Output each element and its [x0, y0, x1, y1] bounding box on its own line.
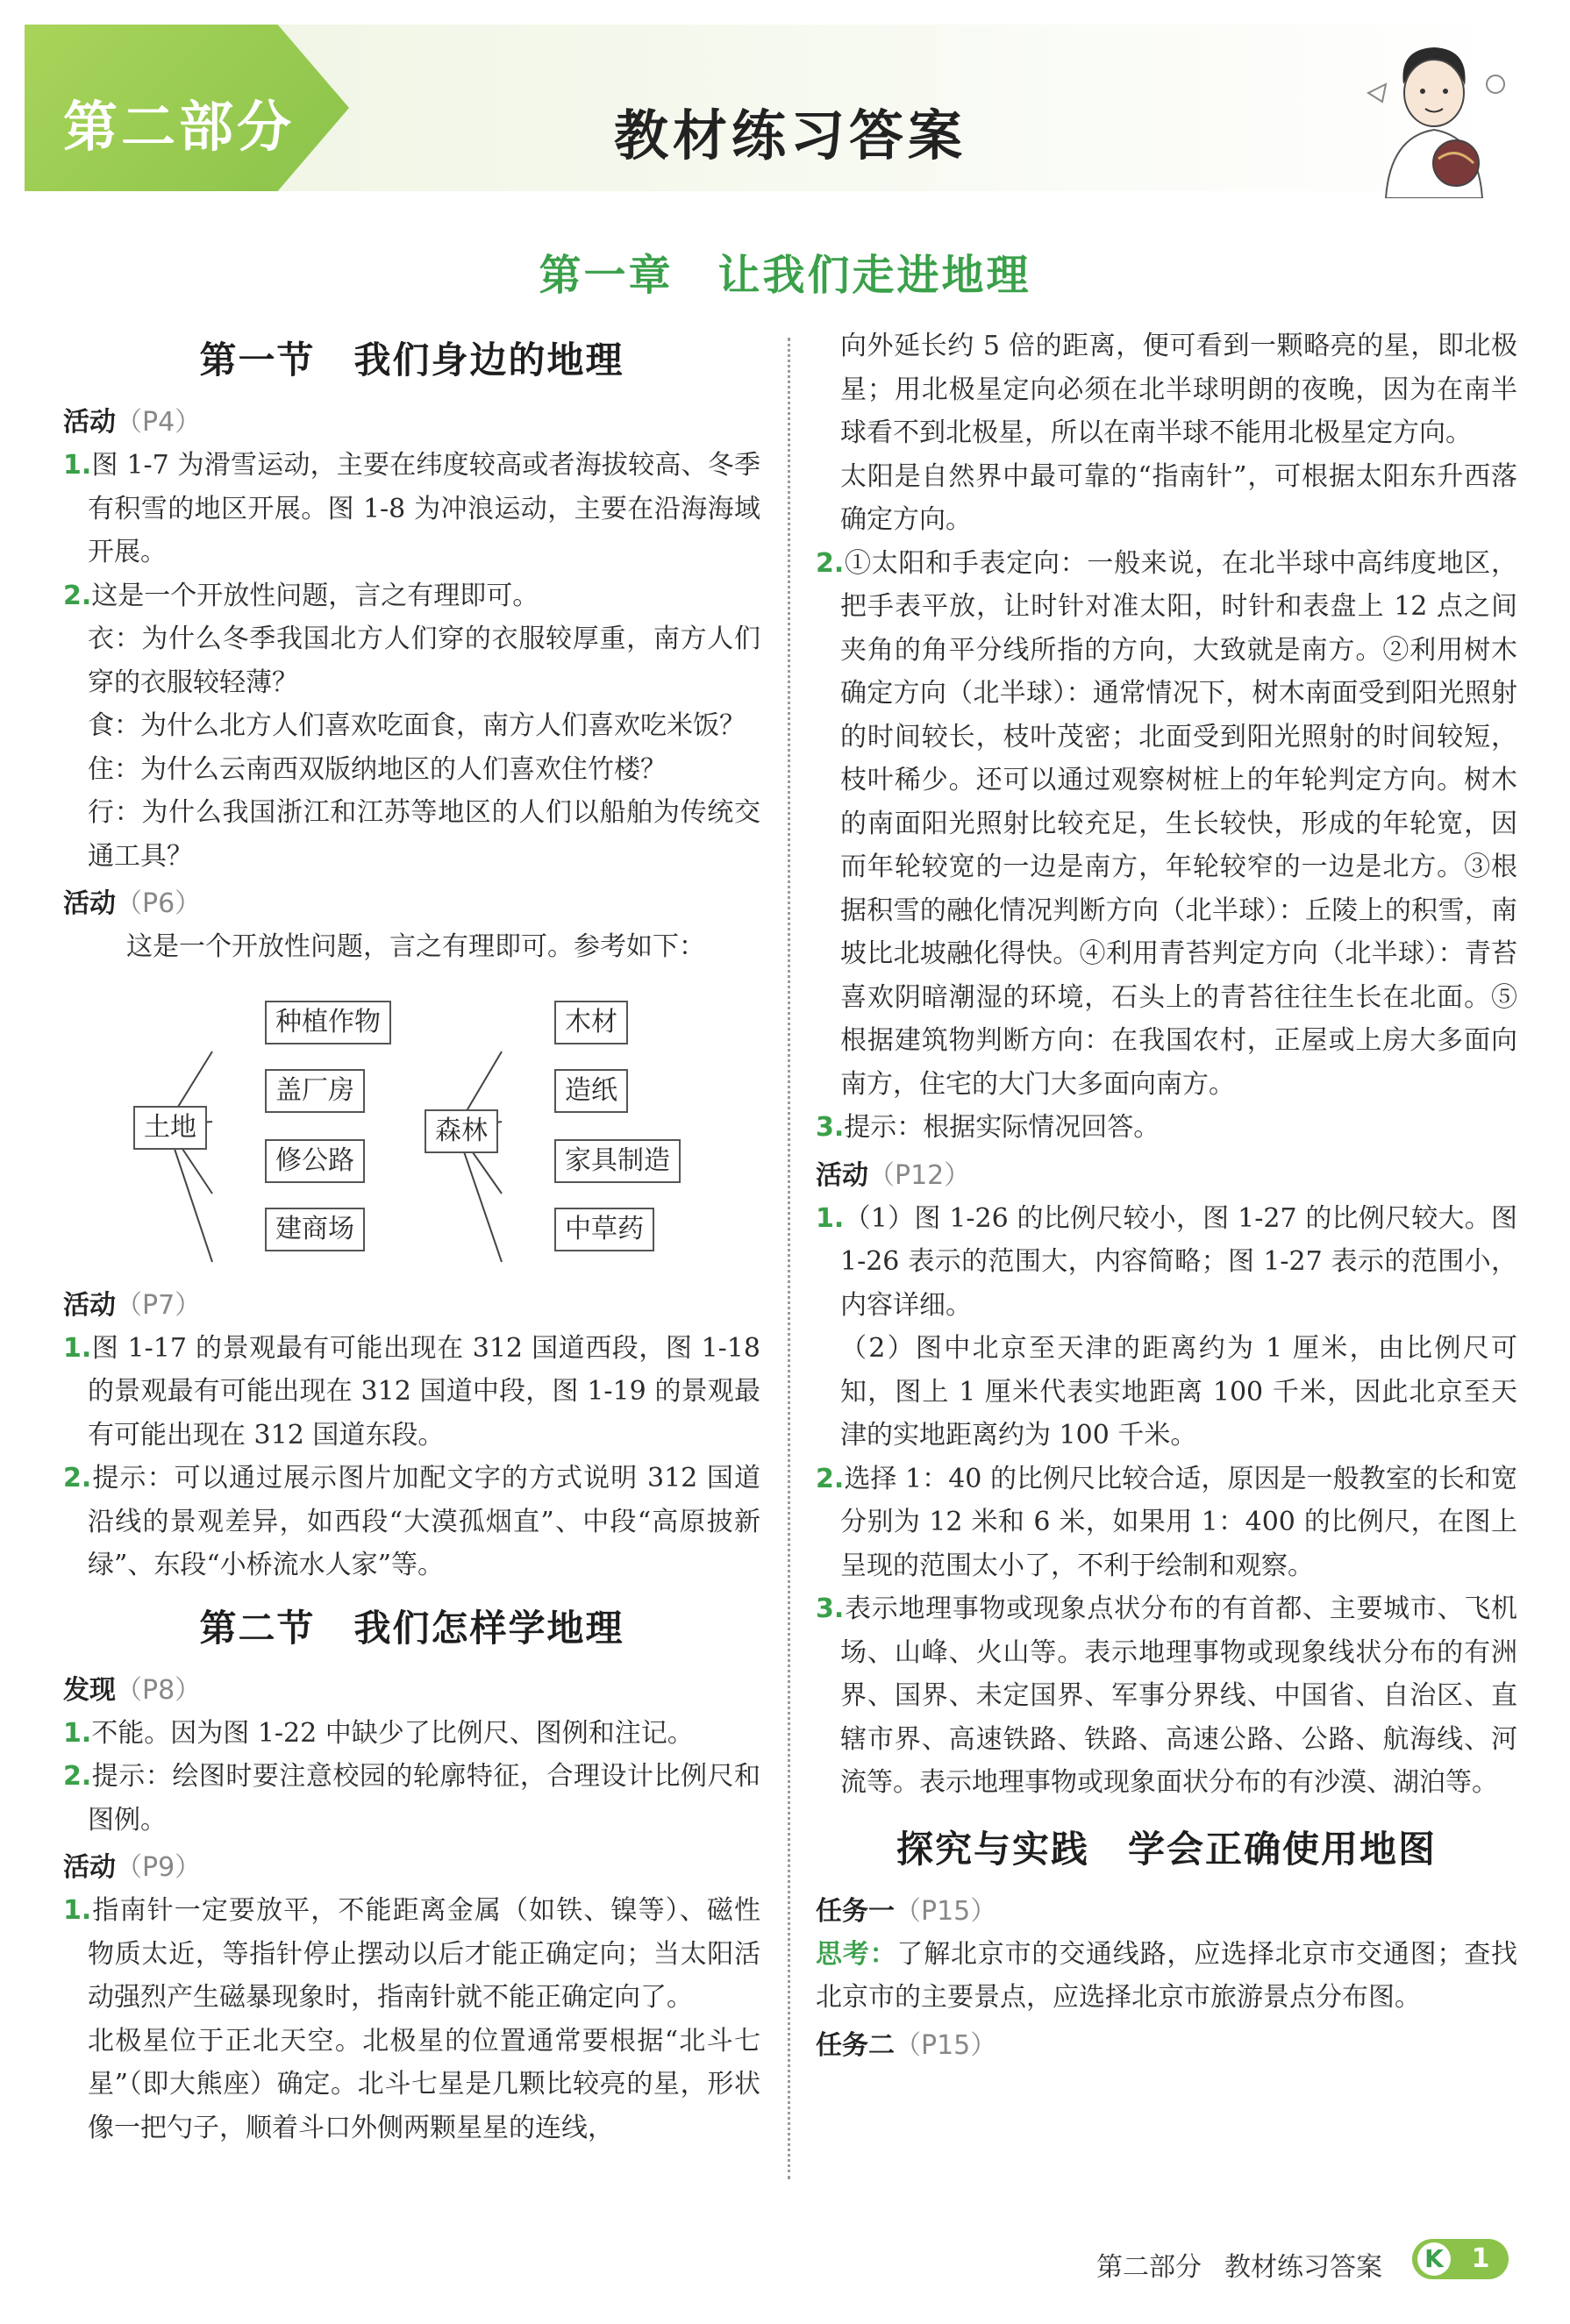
section-title-3: 探究与实践 学会正确使用地图	[896, 1827, 1437, 1871]
list-item: 2.这是一个开放性问题，言之有理即可。	[63, 580, 539, 611]
page-number: 1	[1471, 2243, 1490, 2274]
answer-paragraph: 向外延长约 5 倍的距离，便可看到一颗略亮的星，即北极星；用北极星定向必须在北半球明朗的夜晚，因为在南半球看不到北极星，所以在南半球不能用北极星定方向。	[840, 331, 1517, 448]
section-title-2: 第二节 我们怎样学地理	[199, 1606, 624, 1650]
right-column	[816, 324, 1517, 2067]
list-item: 2.①太阳和手表定向：一般来说，在北半球中高纬度地区，把手表平放，让时针对准太阳，时针和表盘上 12 点之间夹角的角平分线所指的方向，大致就是南方。②利用树木确定方向（北半球）：通常情况下，树木南面受到阳光照射的时间较长，枝叶茂密；北面受到阳光照射的时间较短，枝叶稀少。还可以通过观察树桩上的年轮判定方向。树木的南面阳光照射比较充足，生长较快，形成的年轮宽，因而年轮较宽的一边是南方，年轮较窄的一边是北方。③根据积雪的融化情况判断方向（北半球）：丘陵上的积雪，南坡比北坡融化得快。④利用青苔判定方向（北半球）：青苔喜欢阴暗潮湿的环境，石头上的青苔往往生长在北面。⑤根据建筑物判断方向：在我国农村，正屋或上房大多面向南方，住宅的大门大多面向南方。	[816, 547, 1517, 1100]
page-title: 教材练习答案	[614, 103, 967, 168]
student-mascot-icon	[1351, 32, 1517, 198]
activity-heading-p12: 活动（P12）	[816, 1159, 971, 1191]
answer-line: 住：为什么云南西双版纳地区的人们喜欢住竹楼？	[88, 753, 667, 785]
diagram-intro: 这是一个开放性问题，言之有理即可。参考如下：	[126, 931, 705, 962]
activity-heading-p7: 活动（P7）	[63, 1289, 202, 1321]
forest-box: 森林	[425, 1109, 498, 1153]
land-item-box: 种植作物	[265, 1001, 391, 1044]
answer-paragraph: 北极星位于正北天空。北极星的位置通常要根据“北斗七星”（即大熊座）确定。北斗七星是几颗比较亮的星，形状像一把勺子，顺着斗口外侧两颗星星的连线，	[88, 2025, 760, 2143]
land-box: 土地	[133, 1106, 207, 1150]
footer-part: 第二部分	[1096, 2252, 1202, 2283]
land-item-box: 盖厂房	[265, 1069, 365, 1113]
left-column	[63, 324, 760, 2149]
list-item: 1.图 1-17 的景观最有可能出现在 312 国道西段，图 1-18的景观最有可能出现在 312 国道中段，图 1-19 的景观最有可能出现在 312 国道东段。	[63, 1332, 760, 1451]
forest-item-box: 家具制造	[554, 1139, 681, 1183]
footer-text	[1096, 2245, 1382, 2284]
column-divider	[788, 338, 790, 2179]
answer-line: 衣：为什么冬季我国北方人们穿的衣服较厚重，南方人们穿的衣服较轻薄？	[88, 624, 760, 698]
think-label: 思考：	[816, 1938, 897, 1970]
list-item: 1.图 1-7 为滑雪运动，主要在纬度较高或者海拔较高、冬季有积雪的地区开展。图 1-8 为冲浪运动，主要在沿海海域开展。	[63, 450, 760, 567]
k-logo-icon: K	[1417, 2242, 1451, 2276]
answer-line: 食：为什么北方人们喜欢吃面食，南方人们喜欢吃米饭？	[88, 710, 746, 741]
activity-heading-p6: 活动（P6）	[63, 888, 202, 919]
list-item: 2.提示：可以通过展示图片加配文字的方式说明 312 国道沿线的景观差异，如西段“大漠孤烟直”、中段“高原披新绿”、东段“小桥流水人家”等。	[63, 1463, 760, 1580]
land-item-box: 建商场	[265, 1208, 365, 1251]
section-title-1: 第一节 我们身边的地理	[199, 339, 624, 381]
task-heading-2: 任务二（P15）	[816, 2029, 997, 2061]
land-forest-diagram	[63, 973, 760, 1280]
list-item: 3.表示地理事物或现象点状分布的有首都、主要城市、飞机场、山峰、火山等。表示地理事物或现象线状分布的有洲界、国界、未定国界、军事分界线、中国省、自治区、直辖市界、高速铁路、铁路、高速公路、公路、航海线、河流等。表示地理事物或现象面状分布的有沙漠、湖泊等。	[816, 1593, 1517, 1798]
footer-title: 教材练习答案	[1224, 2252, 1382, 2283]
list-item: 2.提示：绘图时要注意校园的轮廓特征，合理设计比例尺和图例。	[63, 1761, 760, 1836]
list-item: 1.不能。因为图 1-22 中缺少了比例尺、图例和注记。	[63, 1717, 694, 1749]
forest-item-box: 中草药	[554, 1208, 654, 1251]
list-item: 1.指南针一定要放平，不能距离金属（如铁、镍等）、磁性物质太近，等指针停止摆动以后才能正确定向；当太阳活动强烈产生磁暴现象时，指南针就不能正确定向了。	[63, 1895, 760, 2013]
list-item: 3.提示：根据实际情况回答。	[816, 1112, 1160, 1143]
chapter-title: 第一章 让我们走进地理	[539, 251, 1031, 300]
answer-paragraph: （2）图中北京至天津的距离约为 1 厘米，由比例尺可知，图上 1 厘米代表实地距离 100 千米，因此北京至天津的实地距离约为 100 千米。	[840, 1333, 1517, 1451]
answer-line: 行：为什么我国浙江和江苏等地区的人们以船舶为传统交通工具？	[88, 797, 760, 872]
think-paragraph: 思考：了解北京市的交通线路，应选择北京市交通图；查找北京市的主要景点，应选择北京市旅游景点分布图。	[816, 1938, 1518, 2013]
forest-item-box: 造纸	[554, 1069, 628, 1113]
list-item: 2.选择 1：40 的比例尺比较合适，原因是一般教室的长和宽分别为 12 米和 6 米，如果用 1：400 的比例尺，在图上呈现的范围太小了，不利于绘制和观察。	[816, 1463, 1517, 1581]
activity-heading-p9: 活动（P9）	[63, 1852, 202, 1883]
answer-paragraph: 太阳是自然界中最可靠的“指南针”，可根据太阳东升西落确定方向。	[840, 460, 1517, 535]
activity-heading-p4: 活动（P4）	[63, 407, 202, 438]
forest-item-box: 木材	[554, 1001, 628, 1044]
page-number-badge	[1412, 2239, 1509, 2279]
discover-heading-p8: 发现（P8）	[63, 1674, 202, 1706]
task-heading-1: 任务一（P15）	[816, 1895, 997, 1927]
list-item: 1.（1）图 1-26 的比例尺较小，图 1-27 的比例尺较大。图 1-26 表示的范围大，内容简略；图 1-27 表示的范围小，内容详细。	[816, 1202, 1517, 1321]
part-label: 第二部分	[63, 95, 296, 159]
land-item-box: 修公路	[265, 1139, 365, 1183]
